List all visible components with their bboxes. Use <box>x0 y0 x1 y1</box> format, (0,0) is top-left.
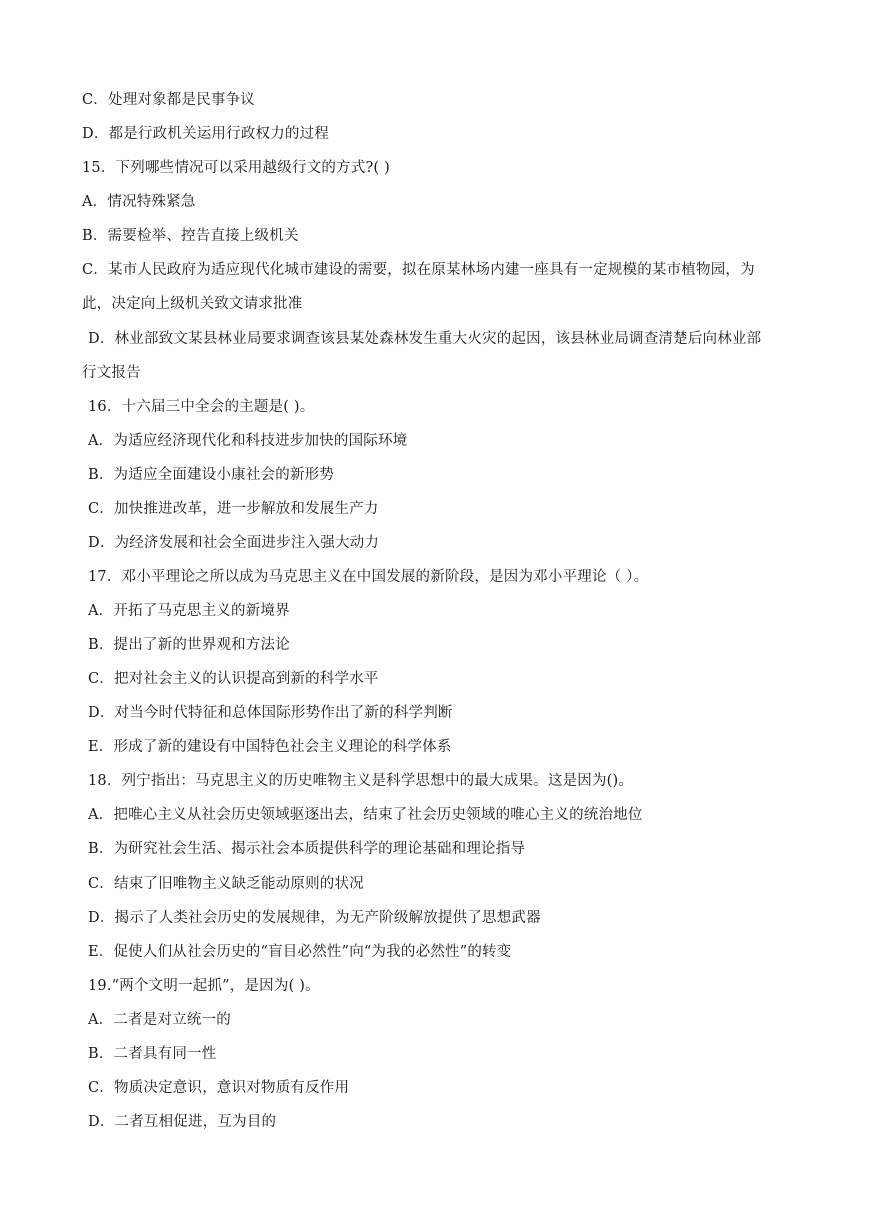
question-16: 16．十六届三中全会的主题是( )。 <box>88 399 315 415</box>
option-c-q14: C．处理对象都是民事争议 <box>82 92 255 108</box>
option-b-q17: B．提出了新的世界观和方法论 <box>88 637 290 653</box>
option-a-q17: A．开拓了马克思主义的新境界 <box>88 603 290 619</box>
option-c-q15: C．某市人民政府为适应现代化城市建设的需要，拟在原某林场内建一座具有一定规模的某市植物园，为 <box>82 262 755 278</box>
option-d-q16: D．为经济发展和社会全面进步注入强大动力 <box>88 535 380 551</box>
option-c-q15-continued: 此，决定向上级机关致文请求批准 <box>82 296 303 312</box>
option-a-q16: A．为适应经济现代化和科技进步加快的国际环境 <box>88 433 408 449</box>
option-c-q18: C．结束了旧唯物主义缺乏能动原则的状况 <box>88 876 364 892</box>
option-d-q14: D．都是行政机关运用行政权力的过程 <box>82 126 330 142</box>
option-e-q17: E．形成了新的建设有中国特色社会主义理论的科学体系 <box>88 739 452 755</box>
option-a-q15: A．情况特殊紧急 <box>82 194 196 210</box>
option-d-q17: D．对当今时代特征和总体国际形势作出了新的科学判断 <box>88 705 453 721</box>
option-b-q16: B．为适应全面建设小康社会的新形势 <box>88 467 335 483</box>
option-b-q19: B．二者具有同一性 <box>88 1046 217 1062</box>
option-c-q16: C．加快推进改革，进一步解放和发展生产力 <box>88 501 379 517</box>
question-17: 17．邓小平理论之所以成为马克思主义在中国发展的新阶段，是因为邓小平理论（ ）。 <box>88 569 649 585</box>
option-d-q15-continued: 行文报告 <box>82 365 141 381</box>
option-a-q19: A．二者是对立统一的 <box>88 1012 231 1028</box>
option-b-q15: B．需要检举、控告直接上级机关 <box>82 228 299 244</box>
option-c-q19: C．物质决定意识，意识对物质有反作用 <box>88 1080 350 1096</box>
question-19: 19.“两个文明一起抓”，是因为( )。 <box>88 978 320 994</box>
option-a-q18: A．把唯心主义从社会历史领域驱逐出去，结束了社会历史领域的唯心主义的统治地位 <box>88 807 643 823</box>
option-b-q18: B．为研究社会生活、揭示社会本质提供科学的理论基础和理论指导 <box>88 841 526 857</box>
option-d-q18: D．揭示了人类社会历史的发展规律，为无产阶级解放提供了思想武器 <box>88 910 541 926</box>
question-18: 18．列宁指出：马克思主义的历史唯物主义是科学思想中的最大成果。这是因为()。 <box>88 773 634 789</box>
option-c-q17: C．把对社会主义的认识提高到新的科学水平 <box>88 671 379 687</box>
option-d-q15: D．林业部致文某县林业局要求调查该县某处森林发生重大火灾的起因，该县林业局调查清楚后向林业部 <box>88 331 762 347</box>
option-d-q19: D．二者互相促进，互为目的 <box>88 1114 277 1130</box>
option-e-q18: E．促使人们从社会历史的“盲目必然性”向“为我的必然性”的转变 <box>88 944 512 960</box>
question-15: 15．下列哪些情况可以采用越级行文的方式?( ) <box>82 160 390 176</box>
